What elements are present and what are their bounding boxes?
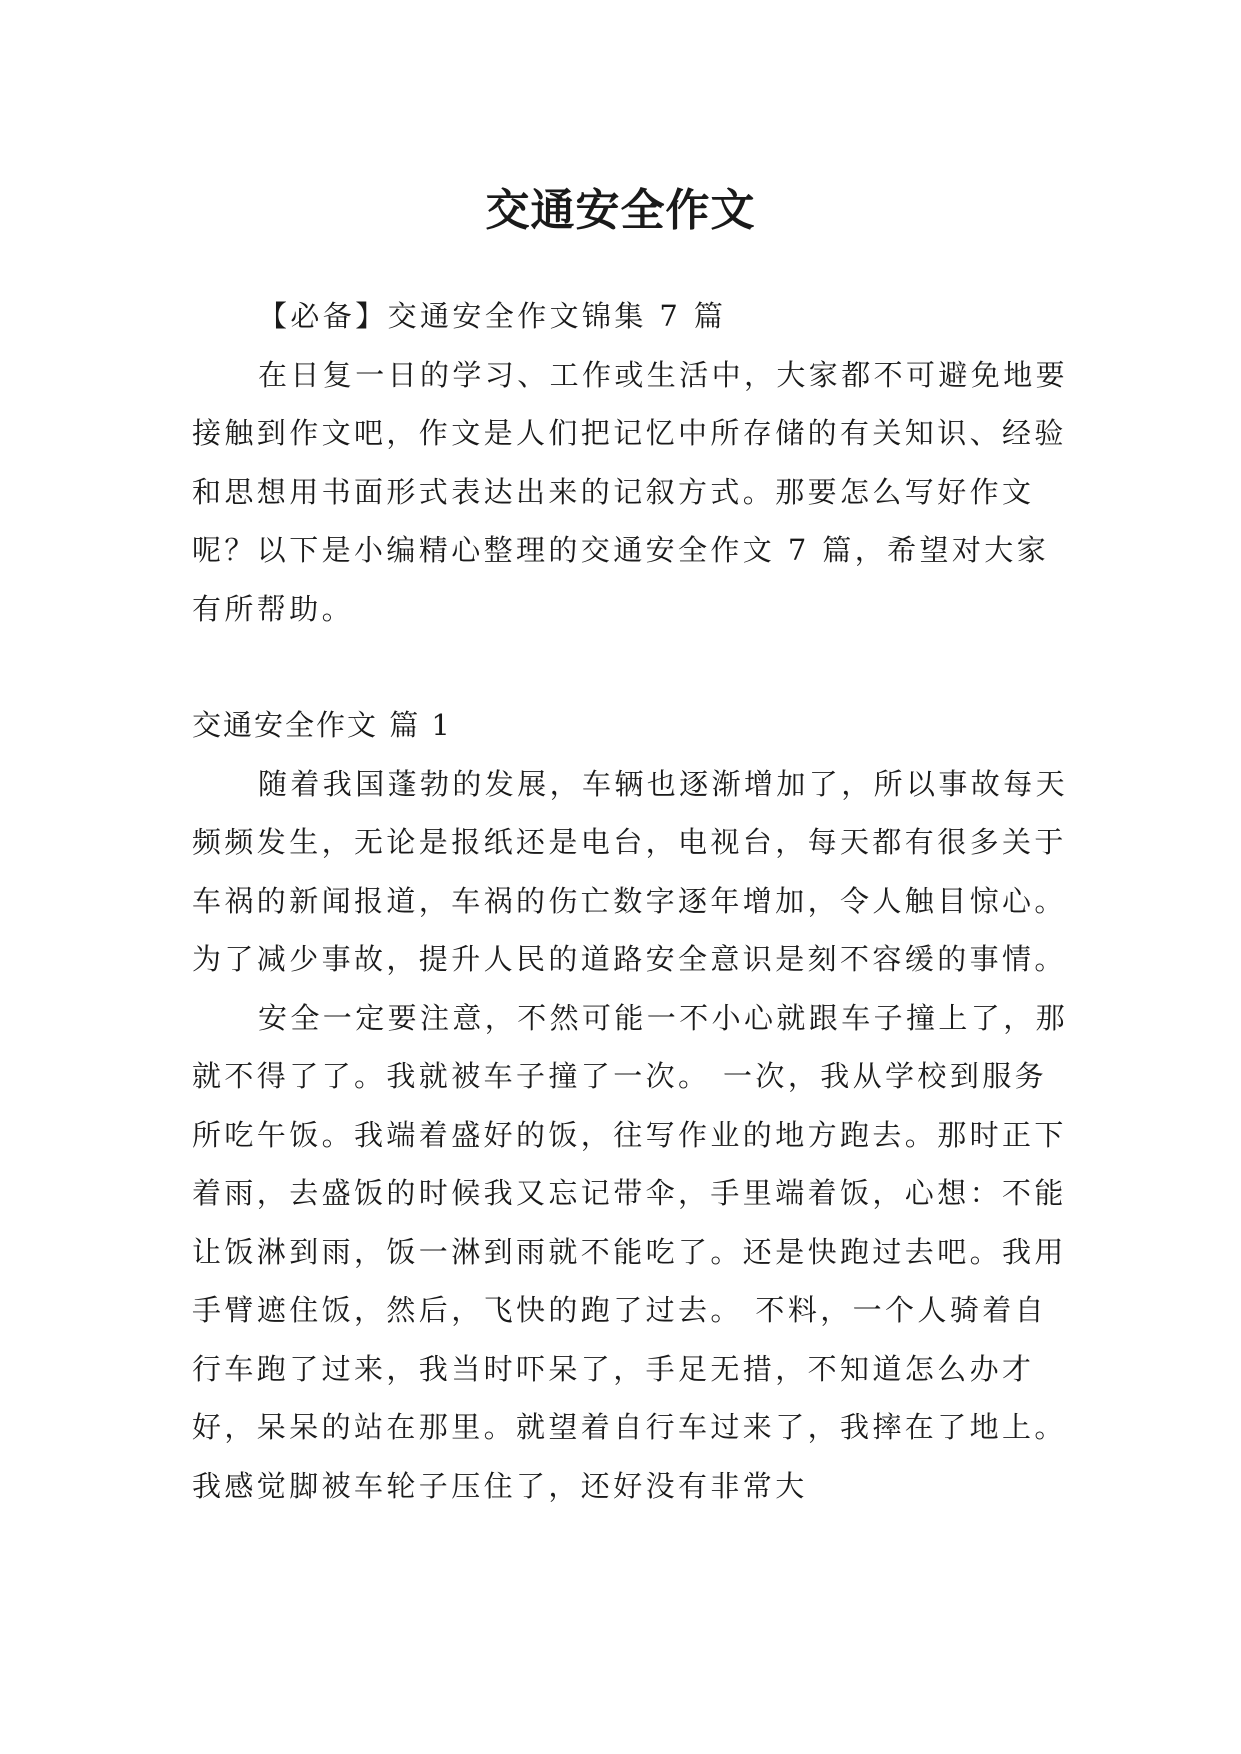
- section-heading: 交通安全作文 篇 1: [192, 708, 452, 742]
- body-paragraph-2: 安全一定要注意，不然可能一不小心就跟车子撞上了，那就不得了了。我就被车子撞了一次。 一次，我从学校到服务所吃午饭。我端着盛好的饭，往写作业的地方跑去。那时正下着雨，去盛饭的时候我又忘记带伞，手里端着饭，心想：不能让饭淋到雨，饭一淋到雨就不能吃了。还是快跑过去吧。我用手臂遮住饭，然后，飞快的跑了过去。 不料，一个人骑着自行车跑了过来，我当时吓呆了，手足无措，不知道怎么办才好，呆呆的站在那里。就望着自行车过来了，我摔在了地上。我感觉脚被车轮子压住了，还好没有非常大: [192, 1000, 1069, 1503]
- body-paragraph-1: 随着我国蓬勃的发展，车辆也逐渐增加了，所以事故每天频频发生，无论是报纸还是电台，电视台，每天都有很多关于车祸的新闻报道，车祸的伤亡数字逐年增加，令人触目惊心。为了减少事故，提升人民的道路安全意识是刻不容缓的事情。: [192, 766, 1069, 976]
- document-subtitle: 【必备】交通安全作文锦集 7 篇: [258, 299, 727, 333]
- intro-paragraph: 在日复一日的学习、工作或生活中，大家都不可避免地要接触到作文吧，作文是人们把记忆中所存储的有关知识、经验和思想用书面形式表达出来的记叙方式。那要怎么写好作文呢？以下是小编精心整理的交通安全作文 7 篇，希望对大家有所帮助。: [192, 357, 1069, 626]
- document-title: 交通安全作文: [485, 185, 756, 237]
- document-body: [192, 287, 1072, 1515]
